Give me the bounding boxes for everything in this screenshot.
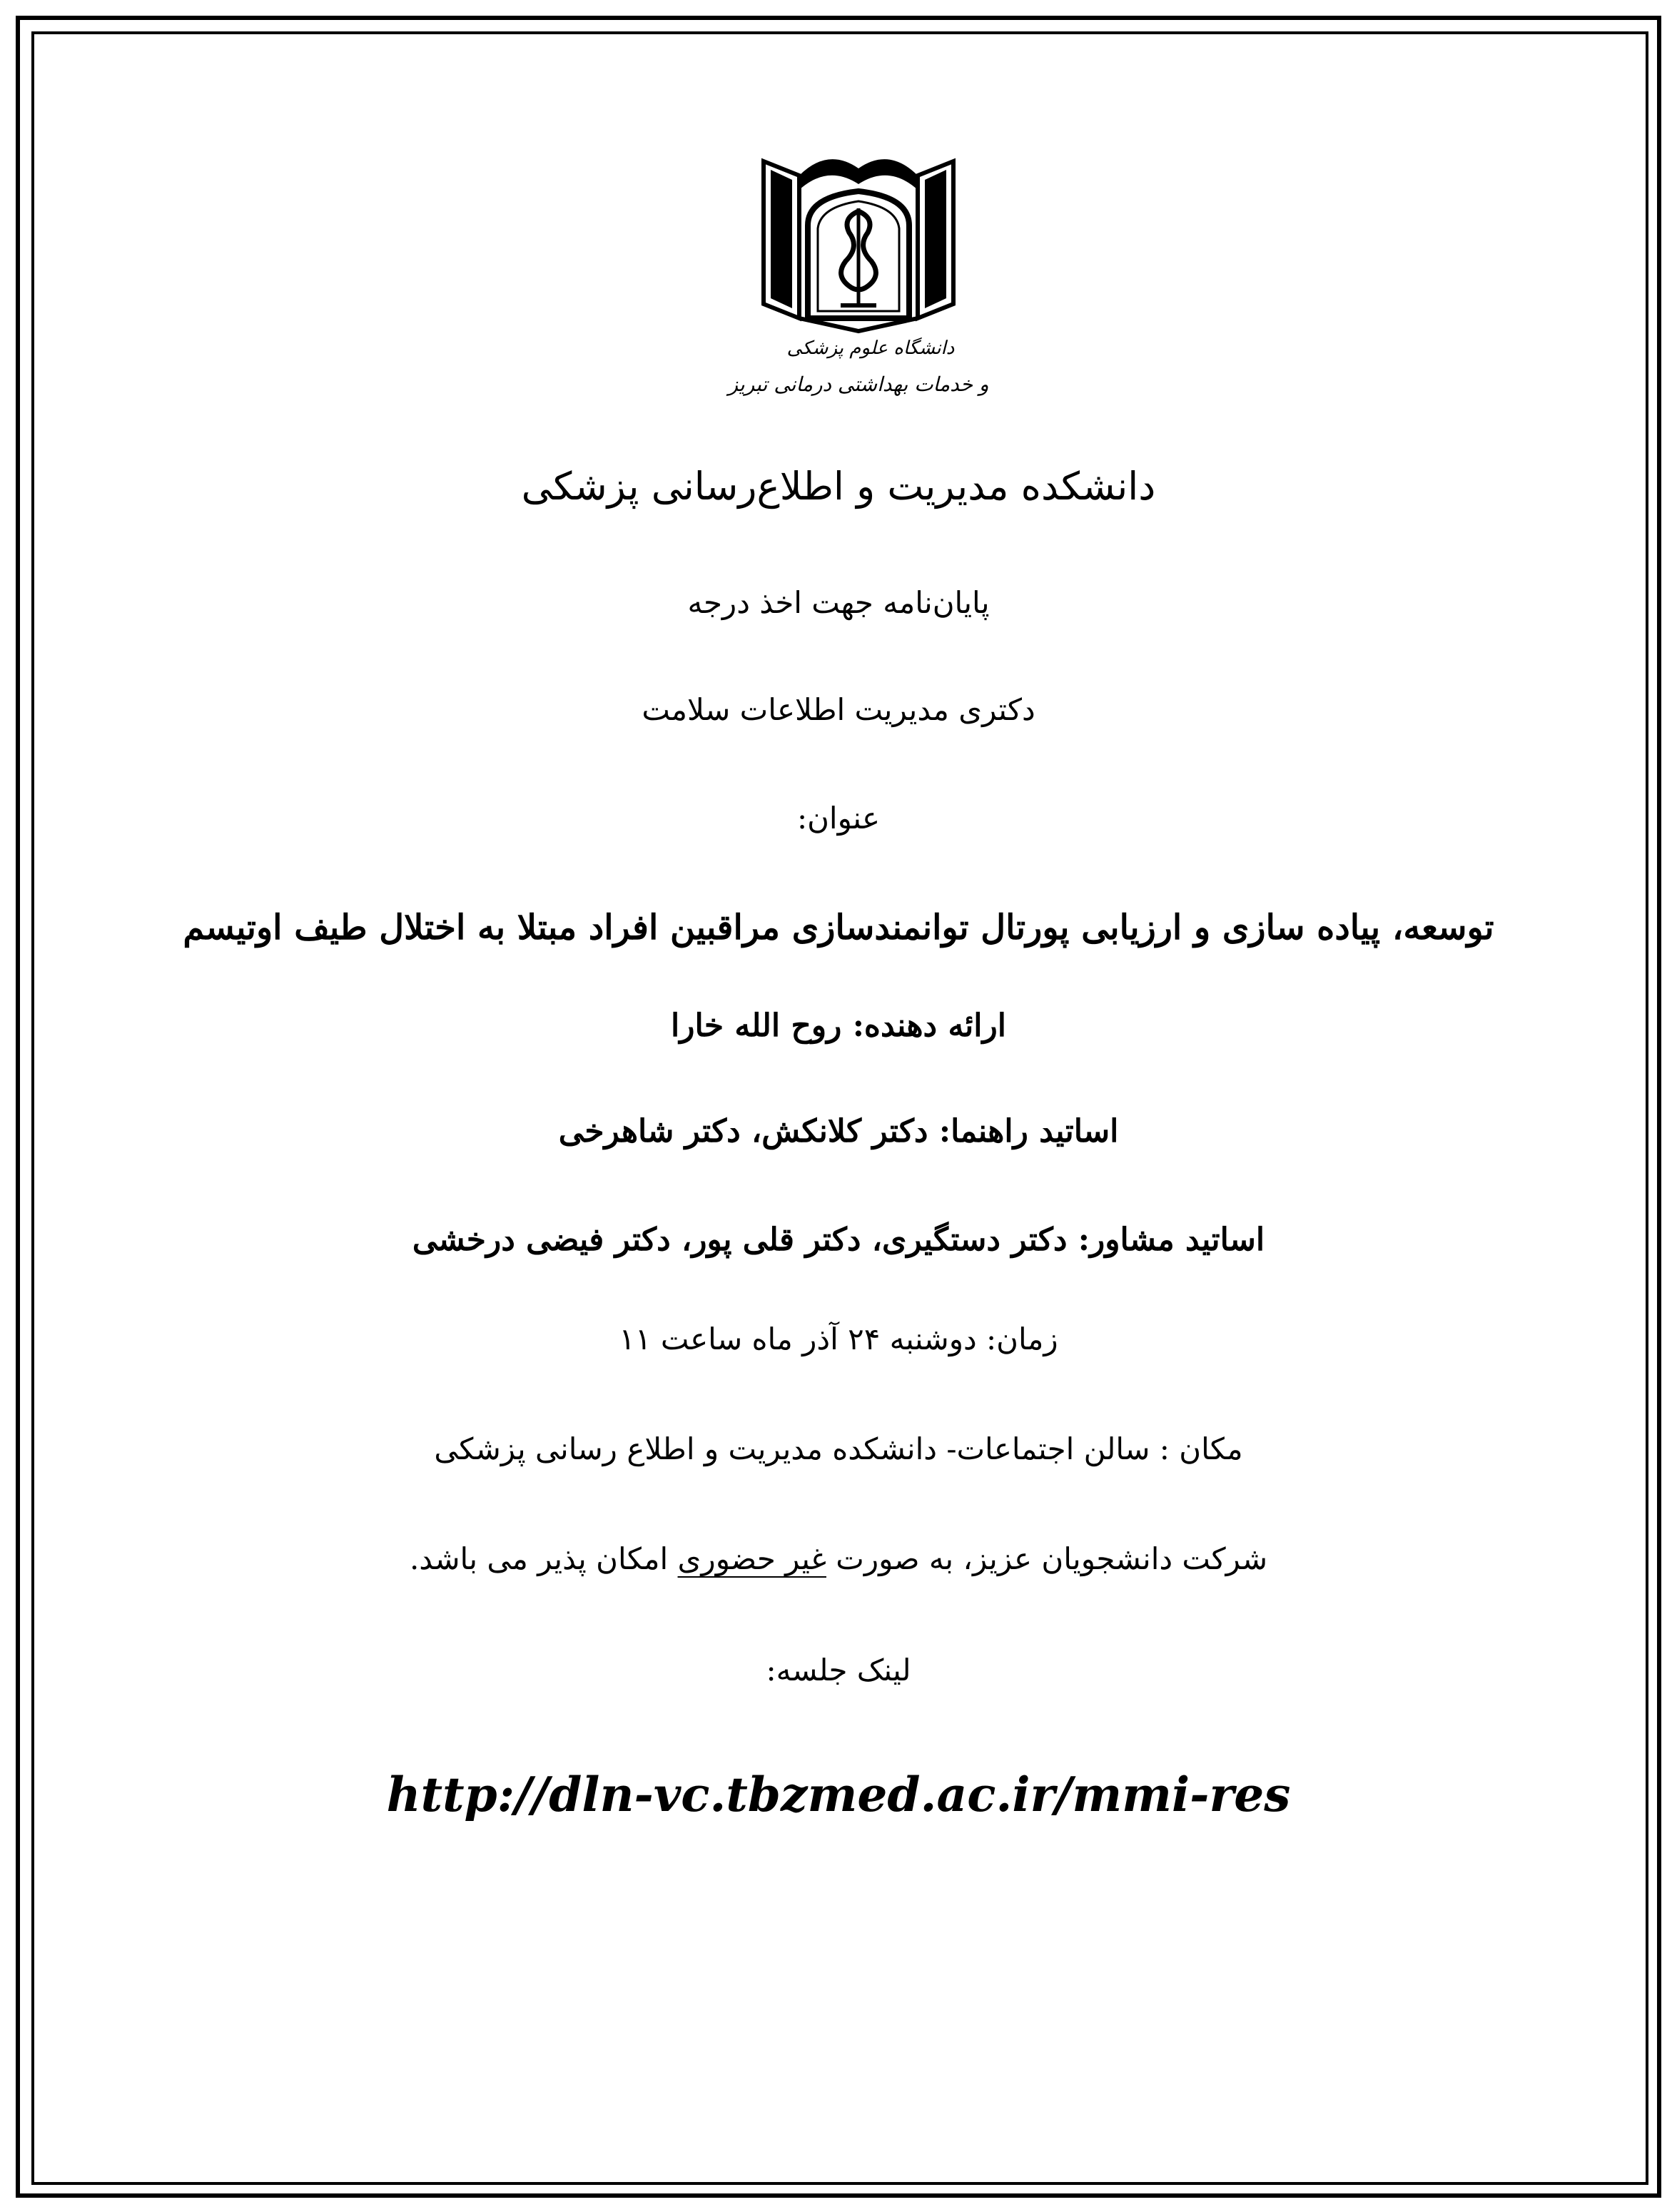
session-place: مکان : سالن اجتماعات- دانشکده مدیریت و اطلاع رسانی پزشکی — [434, 1431, 1243, 1466]
logo-text-line2: و خدمات بهداشتی درمانی تبریز — [728, 372, 989, 396]
session-time: زمان: دوشنبه ۲۴ آذر ماه ساعت ۱۱ — [619, 1321, 1058, 1356]
attendance-underlined: غیر حضوری — [677, 1541, 826, 1576]
faculty-name: دانشکده مدیریت و اطلاع‌رسانی پزشکی — [521, 464, 1156, 509]
thesis-line: پایان‌نامه جهت اخذ درجه — [687, 585, 990, 620]
title-label: عنوان: — [796, 801, 881, 836]
attendance-after: امکان پذیر می باشد. — [409, 1541, 678, 1576]
logo-text-line1: دانشگاه علوم پزشکی — [786, 338, 955, 359]
session-link[interactable]: http://dln-vc.tbzmed.ac.ir/mmi-res — [386, 1767, 1291, 1822]
presenter: ارائه دهنده: روح الله خارا — [670, 1008, 1007, 1044]
university-logo — [728, 140, 989, 414]
link-label: لینک جلسه: — [766, 1653, 911, 1688]
advisors: اساتید مشاور: دکتر دستگیری، دکتر قلی پور، دکتر فیضی درخشی — [412, 1222, 1265, 1258]
degree-name: دکتری مدیریت اطلاعات سلامت — [642, 692, 1035, 727]
attendance-before: شرکت دانشجویان عزیز، به صورت — [826, 1541, 1268, 1576]
thesis-title: توسعه، پیاده سازی و ارزیابی پورتال توانمندسازی مراقبین افراد مبتلا به اختلال طیف اوتیسم — [183, 908, 1494, 948]
attendance-note — [64, 1541, 1613, 1576]
supervisors: اساتید راهنما: دکتر کلانکش، دکتر شاهرخی — [558, 1113, 1119, 1150]
